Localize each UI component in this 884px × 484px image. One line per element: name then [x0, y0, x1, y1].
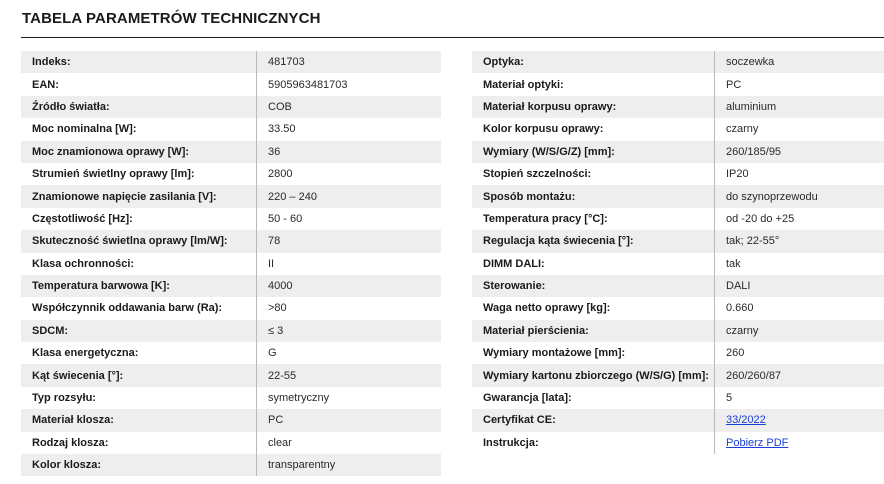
spec-value-link[interactable]: 33/2022: [726, 414, 766, 427]
spec-row: [472, 432, 884, 454]
spec-row: [21, 275, 441, 297]
spec-value: IP20: [714, 163, 884, 185]
spec-row: [472, 208, 884, 230]
spec-row: [21, 409, 441, 431]
spec-value: >80: [256, 297, 441, 319]
spec-label: Wymiary montażowe [mm]:: [483, 347, 626, 360]
spec-value: symetryczny: [256, 387, 441, 409]
spec-label: Kolor korpusu oprawy:: [483, 123, 604, 136]
title-divider: [21, 37, 884, 38]
spec-value: [714, 432, 884, 454]
spec-value: 2800: [256, 163, 441, 185]
spec-value: 260/260/87: [714, 364, 884, 386]
spec-label: Strumień świetlny oprawy [lm]:: [32, 168, 195, 181]
spec-row: [21, 230, 441, 252]
spec-row: [21, 96, 441, 118]
spec-row: [21, 118, 441, 140]
spec-label: Częstotliwość [Hz]:: [32, 212, 133, 225]
spec-row: [472, 163, 884, 185]
spec-table-right: [472, 51, 884, 454]
spec-value: 50 - 60: [256, 208, 441, 230]
spec-value: II: [256, 253, 441, 275]
spec-value: 0.660: [714, 297, 884, 319]
spec-row: [472, 185, 884, 207]
spec-value: 260/185/95: [714, 141, 884, 163]
spec-label: Moc znamionowa oprawy [W]:: [32, 145, 190, 158]
spec-row: [21, 208, 441, 230]
spec-table-left: [21, 51, 441, 476]
spec-value: 481703: [256, 51, 441, 73]
spec-value: PC: [714, 73, 884, 95]
spec-row: [21, 163, 441, 185]
spec-label: SDCM:: [32, 324, 69, 337]
spec-label: Wymiary kartonu zbiorczego (W/S/G) [mm]:: [483, 369, 709, 382]
spec-label: Kąt świecenia [°]:: [32, 369, 124, 382]
spec-label: Kolor klosza:: [32, 459, 102, 472]
spec-row: [21, 387, 441, 409]
page-title: TABELA PARAMETRÓW TECHNICZNYCH: [22, 10, 321, 27]
spec-row: [472, 230, 884, 252]
spec-value: clear: [256, 432, 441, 454]
spec-value: tak: [714, 253, 884, 275]
spec-row: [21, 364, 441, 386]
spec-row: [472, 320, 884, 342]
spec-label: Klasa ochronności:: [32, 257, 135, 270]
spec-value: od -20 do +25: [714, 208, 884, 230]
spec-value: 260: [714, 342, 884, 364]
spec-value: DALI: [714, 275, 884, 297]
spec-value: [714, 409, 884, 431]
spec-value: 5905963481703: [256, 73, 441, 95]
spec-row: [21, 342, 441, 364]
spec-label: Materiał korpusu oprawy:: [483, 100, 617, 113]
spec-row: [21, 320, 441, 342]
spec-value-link[interactable]: Pobierz PDF: [726, 436, 789, 449]
spec-row: [472, 118, 884, 140]
spec-row: [21, 297, 441, 319]
spec-label: Waga netto oprawy [kg]:: [483, 302, 611, 315]
spec-label: Regulacja kąta świecenia [°]:: [483, 235, 634, 248]
spec-value: 78: [256, 230, 441, 252]
spec-row: [472, 297, 884, 319]
spec-row: [472, 409, 884, 431]
spec-label: DIMM DALI:: [483, 257, 545, 270]
spec-value: 4000: [256, 275, 441, 297]
spec-label: Sposób montażu:: [483, 190, 576, 203]
spec-row: [21, 51, 441, 73]
spec-label: Temperatura barwowa [K]:: [32, 280, 170, 293]
spec-label: Współczynnik oddawania barw (Ra):: [32, 302, 223, 315]
spec-row: [21, 73, 441, 95]
spec-value: 33.50: [256, 118, 441, 140]
spec-value: 220 – 240: [256, 185, 441, 207]
spec-value: aluminium: [714, 96, 884, 118]
spec-label: Stopień szczelności:: [483, 168, 592, 181]
spec-label: Sterowanie:: [483, 280, 546, 293]
spec-row: [472, 387, 884, 409]
spec-row: [472, 342, 884, 364]
spec-row: [472, 364, 884, 386]
spec-label: Indeks:: [32, 56, 71, 69]
spec-row: [472, 141, 884, 163]
spec-label: Certyfikat CE:: [483, 414, 556, 427]
spec-label: Optyka:: [483, 56, 524, 69]
spec-value: ≤ 3: [256, 320, 441, 342]
spec-label: EAN:: [32, 78, 59, 91]
spec-label: Temperatura pracy [°C]:: [483, 212, 608, 225]
spec-row: [472, 96, 884, 118]
spec-value: soczewka: [714, 51, 884, 73]
spec-row: [472, 73, 884, 95]
spec-label: Moc nominalna [W]:: [32, 123, 137, 136]
spec-value: czarny: [714, 118, 884, 140]
spec-label: Skuteczność świetlna oprawy [lm/W]:: [32, 235, 228, 248]
spec-row: [21, 432, 441, 454]
spec-value: transparentny: [256, 454, 441, 476]
spec-label: Typ rozsyłu:: [32, 392, 96, 405]
spec-label: Materiał klosza:: [32, 414, 114, 427]
spec-value: G: [256, 342, 441, 364]
spec-value: 22-55: [256, 364, 441, 386]
spec-row: [472, 253, 884, 275]
spec-value: 36: [256, 141, 441, 163]
spec-value: do szynoprzewodu: [714, 185, 884, 207]
spec-value: czarny: [714, 320, 884, 342]
spec-row: [21, 141, 441, 163]
spec-row: [472, 275, 884, 297]
spec-row: [472, 51, 884, 73]
spec-label: Rodzaj klosza:: [32, 436, 109, 449]
spec-row: [21, 454, 441, 476]
spec-row: [21, 185, 441, 207]
spec-label: Instrukcja:: [483, 436, 539, 449]
spec-label: Gwarancja [lata]:: [483, 392, 572, 405]
spec-value: 5: [714, 387, 884, 409]
spec-label: Znamionowe napięcie zasilania [V]:: [32, 190, 217, 203]
spec-value: PC: [256, 409, 441, 431]
spec-label: Klasa energetyczna:: [32, 347, 139, 360]
spec-label: Materiał pierścienia:: [483, 324, 589, 337]
spec-label: Wymiary (W/S/G/Z) [mm]:: [483, 145, 615, 158]
spec-row: [21, 253, 441, 275]
spec-label: Źródło światła:: [32, 100, 110, 113]
spec-value: COB: [256, 96, 441, 118]
spec-value: tak; 22-55°: [714, 230, 884, 252]
spec-label: Materiał optyki:: [483, 78, 564, 91]
